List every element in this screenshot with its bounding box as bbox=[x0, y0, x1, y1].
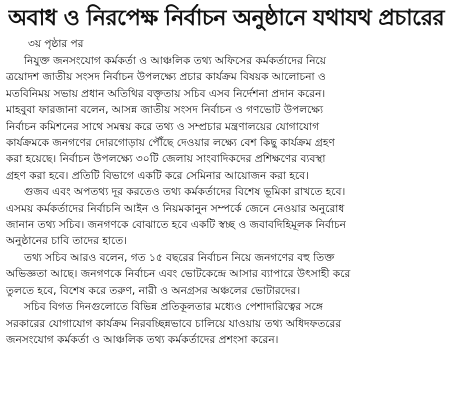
headline: অবাধ ও নিরপেক্ষ নির্বাচন অনুষ্ঠানে যথাযথ প্রচারের bbox=[8, 6, 445, 31]
text-line: করা হয়েছে। নির্বাচন উপলক্ষ্যে ৩০টি জেলায় সাংবাদিকদের প্রশিক্ষণের ব্যবস্থা bbox=[6, 153, 326, 166]
text-line: গুজব এবং অপতথ্য দূর করতেও তথ্য কর্মকর্তাদের বিশেষ ভূমিকা রাখতে হবে। bbox=[24, 186, 346, 199]
text-line: এসময় কর্মকর্তাদের নির্বাচনি আইন ও নিয়মকানুন সম্পর্কে জেনে নেওয়ার অনুরোধ bbox=[6, 202, 345, 215]
text-line: মতবিনিময় সভায় প্রধান অতিথির বক্তৃতায় সচিব এসব নির্দেশনা প্রদান করেন। bbox=[6, 87, 326, 100]
paragraph-4 bbox=[6, 250, 460, 299]
text-line: অনুষ্ঠানের চাবি তাদের হাতে। bbox=[6, 235, 127, 248]
text-line: সচিব বিগত দিনগুলোতে বিভিন্ন প্রতিকূলতার মধ্যেও পেশাদারিত্বের সঙ্গে bbox=[24, 301, 323, 314]
text-line: অভিজ্ঞতা আছে। জনগণকে নির্বাচন এবং ভোটকেন্দ্রে আসার ব্যাপারে উৎসাহী করে bbox=[6, 268, 351, 281]
text-line: নিযুক্ত জনসংযোগ কর্মকর্তা ও আঞ্চলিক তথ্য অফিসের কর্মকর্তাদের নিয়ে bbox=[24, 55, 327, 67]
text-line: তথ্য সচিব আরও বলেন, গত ১৫ বছরের নির্বাচন নিয়ে জনগণের বহু তিক্ত bbox=[24, 251, 335, 264]
article-body bbox=[6, 53, 460, 348]
text-line: জানান তথ্য সচিব। জনগণকে বোঝাতে হবে একটি স্বচ্ছ ও জবাবদিহিমূলক নির্বাচন bbox=[6, 219, 346, 232]
text-line: সরকারের যোগাযোগ কার্যক্রম নিরবচ্ছিন্নভাবে চালিয়ে যাওয়ায় তথ্য অধিদফতরের bbox=[6, 317, 342, 330]
text-line: নির্বাচন কমিশনের সাথে সমন্বয় করে তথ্য ও সম্প্রচার মন্ত্রণালয়ের যোগাযোগ bbox=[6, 120, 320, 133]
text-line: কার্যক্রমকে জনগণের দোরগোড়ায় পৌঁছে দেওয়ার লক্ষ্যে বেশ কিছু কার্যক্রম গ্রহণ bbox=[6, 137, 335, 150]
text-line: জনসংযোগ কর্মকর্তা ও আঞ্চলিক তথ্য কর্মকর্তাদের প্রশংসা করেন। bbox=[6, 333, 279, 346]
text-line: ত্রয়োদশ জাতীয় সংসদ নির্বাচন উপলক্ষ্যে প্রচার কার্যক্রম বিষয়ক আলোচনা ও bbox=[6, 71, 326, 84]
continued-from-label: ৩য় পৃষ্ঠার পর bbox=[28, 38, 84, 50]
text-line: তুলতে হবে, বিশেষ করে তরুণ, নারী ও অনগ্রসর অঞ্চলের ভোটারদের। bbox=[6, 284, 301, 297]
paragraph-1 bbox=[6, 53, 460, 102]
text-line: মাহবুবা ফারজানা বলেন, আসন্ন জাতীয় সংসদ নির্বাচন ও গণভোট উপলক্ষ্যে bbox=[6, 104, 324, 117]
paragraph-5 bbox=[6, 299, 460, 348]
text-line: গ্রহণ করা হবে। প্রতিটি বিভাগে একটি করে সেমিনার আয়োজন করা হবে। bbox=[6, 169, 309, 182]
paragraph-3 bbox=[6, 184, 460, 250]
paragraph-2 bbox=[6, 102, 460, 184]
